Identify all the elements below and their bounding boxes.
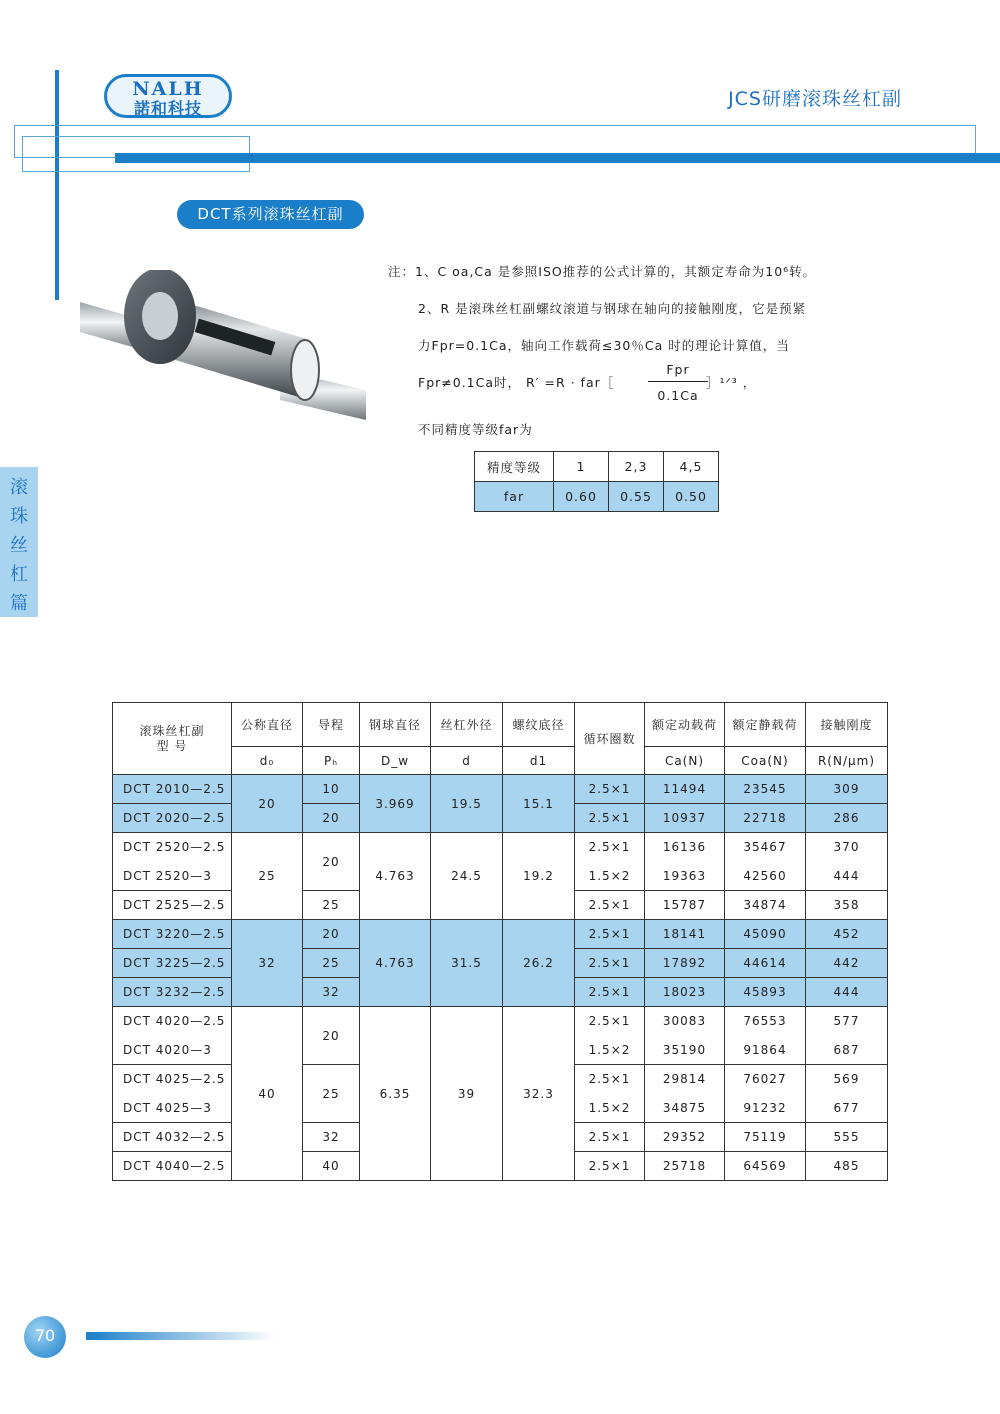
stiffness-cell: 444 [806,862,888,891]
stiffness-cell: 555 [806,1123,888,1152]
ball-screw-image [80,270,366,430]
lead-cell: 20 [303,920,360,949]
stiffness-cell: 452 [806,920,888,949]
lead-cell: 20 [303,804,360,833]
stiffness-cell: 444 [806,978,888,1007]
model-cell: DCT 4032—2.5 [113,1123,232,1152]
root-diameter-cell: 32.3 [503,1007,575,1181]
model-cell: DCT 2520—2.5 [113,833,232,862]
header-cell: 丝杠外径 [431,703,503,747]
lead-cell: 25 [303,891,360,920]
far-table-cell: 1 [554,452,609,482]
model-cell: DCT 4020—2.5 [113,1007,232,1036]
logo-text-en: NALH [132,78,204,100]
nominal-diameter-cell: 25 [232,833,303,920]
table-row [113,775,888,804]
table-row [113,1007,888,1036]
dynamic-load-cell: 25718 [645,1152,725,1181]
header-symbol: R(N/μm) [806,747,888,775]
far-table-cell: 0.55 [609,482,664,512]
circuits-cell: 2.5×1 [575,804,645,833]
far-table-cell: 2,3 [609,452,664,482]
lead-cell: 32 [303,978,360,1007]
circuits-cell: 2.5×1 [575,833,645,862]
dynamic-load-cell: 35190 [645,1036,725,1065]
header-symbol: d₀ [232,747,303,775]
static-load-cell: 23545 [725,775,806,804]
header-band [115,153,1000,163]
model-cell: DCT 2525—2.5 [113,891,232,920]
note-2-line-1: 2、R 是滚珠丝杠副螺纹滚道与钢球在轴向的接触刚度，它是预紧 [418,301,807,316]
fraction-numerator: Fpr [666,362,690,377]
circuits-cell: 2.5×1 [575,978,645,1007]
static-load-cell: 44614 [725,949,806,978]
spec-table [112,702,888,1181]
nominal-diameter-cell: 20 [232,775,303,833]
circuits-cell: 2.5×1 [575,920,645,949]
header-symbol: D_w [360,747,431,775]
model-cell: DCT 2020—2.5 [113,804,232,833]
company-logo [104,74,232,118]
static-load-cell: 75119 [725,1123,806,1152]
dynamic-load-cell: 30083 [645,1007,725,1036]
note-1: 注：1、C oa,Ca 是参照ISO推荐的公式计算的，其额定寿命为10⁶转。 [388,264,817,279]
page-title: JCS研磨滚珠丝杠副 [728,88,902,110]
dynamic-load-cell: 10937 [645,804,725,833]
circuits-cell: 1.5×2 [575,1094,645,1123]
root-diameter-cell: 19.2 [503,833,575,920]
circuits-cell: 2.5×1 [575,1065,645,1094]
dynamic-load-cell: 34875 [645,1094,725,1123]
lead-cell: 25 [303,1065,360,1123]
formula-fraction [648,362,708,406]
header-symbol: d [431,747,503,775]
lead-cell: 20 [303,833,360,891]
far-table [474,451,719,512]
model-cell: DCT 4025—2.5 [113,1065,232,1094]
static-load-cell: 42560 [725,862,806,891]
stiffness-cell: 577 [806,1007,888,1036]
static-load-cell: 45893 [725,978,806,1007]
note-2-formula: Fpr≠0.1Ca时， R′ =R · far［ [418,375,615,390]
stiffness-cell: 370 [806,833,888,862]
section-title: DCT系列滚珠丝杠副 [177,200,364,229]
static-load-cell: 91232 [725,1094,806,1123]
lead-cell: 20 [303,1007,360,1065]
stiffness-cell: 286 [806,804,888,833]
dynamic-load-cell: 11494 [645,775,725,804]
note-2-line-2: 力Fpr=0.1Ca，轴向工作载荷≤30％Ca 时的理论计算值，当 [418,338,790,353]
circuits-cell: 2.5×1 [575,775,645,804]
dynamic-load-cell: 29352 [645,1123,725,1152]
circuits-cell: 2.5×1 [575,1007,645,1036]
dynamic-load-cell: 16136 [645,833,725,862]
table-row [113,833,888,862]
model-cell: DCT 3232—2.5 [113,978,232,1007]
header-cell: 额定动载荷 [645,703,725,747]
header-cell: 额定静载荷 [725,703,806,747]
dynamic-load-cell: 19363 [645,862,725,891]
static-load-cell: 76027 [725,1065,806,1094]
table-row [113,920,888,949]
lead-cell: 40 [303,1152,360,1181]
far-table-cell: 0.50 [664,482,719,512]
dynamic-load-cell: 18023 [645,978,725,1007]
header-cell: 接触刚度 [806,703,888,747]
stiffness-cell: 677 [806,1094,888,1123]
outer-diameter-cell: 31.5 [431,920,503,1007]
dynamic-load-cell: 29814 [645,1065,725,1094]
model-cell: DCT 2010—2.5 [113,775,232,804]
static-load-cell: 45090 [725,920,806,949]
outer-diameter-cell: 19.5 [431,775,503,833]
header-symbol: Pₕ [303,747,360,775]
stiffness-cell: 358 [806,891,888,920]
static-load-cell: 34874 [725,891,806,920]
circuits-cell: 2.5×1 [575,891,645,920]
model-cell: DCT 3220—2.5 [113,920,232,949]
nominal-diameter-cell: 32 [232,920,303,1007]
root-diameter-cell: 26.2 [503,920,575,1007]
model-cell: DCT 2520—3 [113,862,232,891]
header-symbol: d1 [503,747,575,775]
ball-diameter-cell: 4.763 [360,920,431,1007]
circuits-cell: 2.5×1 [575,949,645,978]
header-model: 滚珠丝杠副 型 号 [113,703,232,775]
static-load-cell: 22718 [725,804,806,833]
page-number-badge [24,1316,66,1358]
circuits-cell: 1.5×2 [575,1036,645,1065]
header-cell: 循环圈数 [575,703,645,775]
static-load-cell: 91864 [725,1036,806,1065]
far-table-cell: 0.60 [554,482,609,512]
header-cell: 钢球直径 [360,703,431,747]
stiffness-cell: 485 [806,1152,888,1181]
ball-diameter-cell: 6.35 [360,1007,431,1181]
outer-diameter-cell: 39 [431,1007,503,1181]
fraction-denominator: 0.1Ca [657,388,699,403]
outer-diameter-cell: 24.5 [431,833,503,920]
stiffness-cell: 442 [806,949,888,978]
stiffness-cell: 687 [806,1036,888,1065]
header-vertical-rule [55,70,59,300]
formula-exponent: ］¹ᐟ³ ， [706,375,757,390]
ball-diameter-cell: 3.969 [360,775,431,833]
header-symbol: Coa(N) [725,747,806,775]
logo-text-cn: 諾和科技 [133,99,202,118]
dynamic-load-cell: 18141 [645,920,725,949]
lead-cell: 10 [303,775,360,804]
note-3: 不同精度等级far为 [418,422,533,437]
model-cell: DCT 4025—3 [113,1094,232,1123]
static-load-cell: 35467 [725,833,806,862]
circuits-cell: 2.5×1 [575,1123,645,1152]
far-table-cell: 精度等级 [475,452,554,482]
circuits-cell: 2.5×1 [575,1152,645,1181]
dynamic-load-cell: 15787 [645,891,725,920]
stiffness-cell: 569 [806,1065,888,1094]
page-number: 70 [34,1326,56,1345]
footer-bar [86,1332,276,1340]
side-tab [0,467,38,617]
model-cell: DCT 4040—2.5 [113,1152,232,1181]
far-table-cell: far [475,482,554,512]
header-cell: 螺纹底径 [503,703,575,747]
fraction-line [648,381,708,382]
stiffness-cell: 309 [806,775,888,804]
root-diameter-cell: 15.1 [503,775,575,833]
dynamic-load-cell: 17892 [645,949,725,978]
header-cell: 导程 [303,703,360,747]
circuits-cell: 1.5×2 [575,862,645,891]
static-load-cell: 76553 [725,1007,806,1036]
header-symbol: Ca(N) [645,747,725,775]
ball-diameter-cell: 4.763 [360,833,431,920]
lead-cell: 32 [303,1123,360,1152]
header-cell: 公称直径 [232,703,303,747]
far-table-cell: 4,5 [664,452,719,482]
static-load-cell: 64569 [725,1152,806,1181]
model-cell: DCT 3225—2.5 [113,949,232,978]
side-tab-label: 滚 珠 丝 杠 篇 [10,477,28,614]
nominal-diameter-cell: 40 [232,1007,303,1181]
model-cell: DCT 4020—3 [113,1036,232,1065]
lead-cell: 25 [303,949,360,978]
